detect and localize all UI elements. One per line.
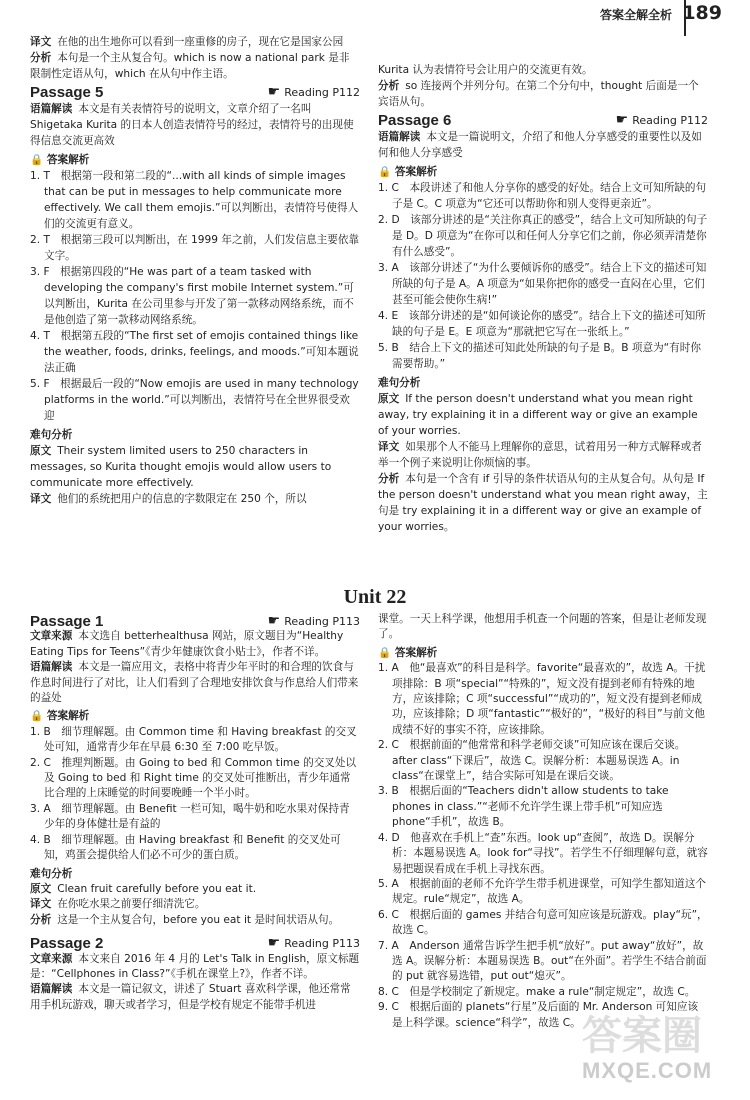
- hard-item: 分析 这是一个主从复合句，before you eat it 是时间状语从句。: [30, 913, 340, 926]
- answer-item: 7. A Anderson 通常告诉学生把手机“放好”。put away“放好”，故选 A。误解分析：本题易误选 B。out“在外面”。若学生不结合前面的 put 就容易选错，put out“熄灭”。: [378, 939, 707, 983]
- left-lower-column: [30, 612, 360, 1013]
- source: 文章来源 本文选自 betterhealthusa 网站，原文题目为“Healthy Eating Tips for Teens”《青少年健康饮食小贴士》，作者不详。: [30, 630, 344, 658]
- answer-item: 1. T 根据第一段和第二段的“...with all kinds of simple images that can be put in messages to help communicate more effectively. We call them emojis.”可以判断出，表情符号使得人们的交流更有意义。: [30, 170, 359, 230]
- answers-heading: 🔒 答案解析: [378, 646, 438, 659]
- page-number: 189: [682, 2, 722, 24]
- answer-item: 3. F 根据第四段的“He was part of a team tasked with developing the company's first mobile Internet system.”可以判断出，Kurita 在公司里参与开发了第一款移动网络系统，而不是他创造了第一款移动网络系统。: [30, 266, 354, 326]
- answer-item: 5. B 结合上下文的描述可知此处所缺的句子是 B。B 项意为“有时你需要帮助。”: [378, 342, 701, 370]
- hard-item: 原文 If the person doesn't understand what you mean right away, try explaining it in a different way or give an example of your worries.: [378, 393, 698, 437]
- unit-title: Unit 22: [343, 586, 407, 608]
- hard-item: 译文 他们的系统把用户的信息的字数限定在 250 个，所以: [30, 493, 307, 505]
- passage-title: Passage 6 ☛ Reading P112: [378, 111, 708, 129]
- source: 文章来源 本文来自 2016 年 4 月的 Let's Talk in English，原文标题是：“Cellphones in Class?”《手机在课堂上?》，作者不详。: [30, 952, 360, 980]
- lock-icon: 🔒: [30, 154, 44, 166]
- hard-item: 译文 在你吃水果之前要仔细清洗它。: [30, 898, 206, 911]
- answer-item: 5. F 根据最后一段的“Now emojis are used in many technology platforms in the world.”可以判断出，表情符号在全世界很受欢迎: [30, 378, 359, 422]
- answer-item: 1. B 细节理解题。由 Common time 和 Having breakfast 的交叉处可知，通常青少年在早晨 6:30 至 7:00 吃早饭。: [30, 725, 357, 754]
- left-upper-column: [30, 34, 360, 507]
- answer-item: 2. C 推理判断题。由 Going to bed 和 Common time 的交叉处以及 Going to bed 和 Right time 的交叉处可推断出，青少年通常比合理的上床睡觉的时间要晚睡一个半小时。: [30, 756, 357, 800]
- lock-icon: 🔒: [378, 166, 392, 178]
- answer-item: 4. E 该部分讲述的是“如何谈论你的感受”。结合上下文的描述可知所缺的句子是 E。E 项意为“那就把它写在一张纸上。”: [378, 310, 706, 338]
- answer-item: 3. B 根据后面的“Teachers didn't allow students to take phones in class.”“老师不允许学生课上带手机”可知应选 phone“手机”，故选 B。: [378, 785, 669, 829]
- answer-item: 8. C 但是学校制定了新规定。make a rule“制定规定”，故选 C。: [378, 985, 696, 998]
- answer-item: 3. A 该部分讲述了“为什么要倾诉你的感受”。结合上下文的描述可知所缺的句子是 A。A 项意为“如果你把你的感受一直闷在心里，它们甚至可能会使你生病!”: [378, 262, 707, 306]
- answer-item: 2. C 根据前面的“他常常和科学老师交谈”可知应该在课后交谈。after class“下课后”，故选 C。误解分析：本题易误选 A。in class“在课堂上”，结合实际可知是在课后交谈。: [378, 739, 686, 783]
- answer-item: 2. T 根据第三段可以判断出，在 1999 年之前，人们发信息主要依靠文字。: [30, 234, 360, 262]
- answer-item: 3. A 细节理解题。由 Benefit 一栏可知，喝牛奶和吃水果对保持青少年的身体健壮是有益的: [30, 802, 350, 831]
- answers-heading: 🔒 答案解析: [30, 154, 90, 166]
- lock-icon: 🔒: [30, 710, 44, 723]
- answers-heading: 🔒 答案解析: [378, 166, 438, 178]
- answer-item: 6. C 根据后面的 games 并结合句意可知应该是玩游戏。play“玩”，故选 C。: [378, 908, 708, 937]
- page-header: [0, 0, 750, 38]
- hard-heading: 难句分析: [378, 377, 421, 389]
- hard-item: 译文 如果那个人不能马上理解你的意思，试着用另一种方式解释或者举一个例子来说明让你烦恼的事。: [378, 441, 702, 469]
- intro: 语篇解读 本文是一篇说明文，介绍了和他人分享感受的重要性以及如何和他人分享感受: [378, 131, 702, 159]
- intro: 语篇解读 本文是有关表情符号的说明文，文章介绍了一名叫 Shigetaka Kurita 的日本人创造表情符号的经过，表情符号的出现使得信息交流更高效: [30, 103, 354, 147]
- hard-item: 原文 Their system limited users to 250 characters in messages, so Kurita thought emojis would allow users to communicate more effectively.: [30, 445, 332, 489]
- intro: 语篇解读 本文是一篇应用文，表格中将青少年平时的和合理的饮食与作息时间进行了对比，让人们看到了合理地安排饮食与作息给人们带来的益处: [30, 661, 359, 705]
- answer-item: 1. A 他“最喜欢”的科目是科学。favorite“最喜欢的”，故选 A。干扰项排除：B 项“special”“特殊的”，短文没有提到老师有特殊的地方，应该排除；C 项“successful”“成功的”，短文没有提到老师成功，应该排除；D 项“fantastic”“极好的”，“极好的科目”与前文他成绩不好的事实不符，应该排除。: [378, 662, 706, 736]
- passage-title: Passage 5 ☛ Reading P112: [30, 83, 360, 101]
- para: 分析 本句是一个主从复合句。which is now a national park 是非限制性定语从句，which 在从句中作主语。: [30, 52, 350, 80]
- hard-item: 原文 Clean fruit carefully before you eat it.: [30, 882, 257, 895]
- hard-heading: 难句分析: [30, 429, 73, 441]
- passage-title: Passage 1 ☛ Reading P113: [30, 613, 360, 630]
- watermark-logo: 答案圈 MXQE.COM: [582, 1014, 713, 1083]
- right-upper-column: [378, 62, 708, 535]
- hard-heading: 难句分析: [30, 867, 73, 880]
- pointing-hand-icon: ☛: [267, 613, 281, 629]
- answers-heading: 🔒 答案解析: [30, 710, 90, 723]
- answer-item: 9. C 根据后面的 planets“行星”及后面的 Mr. Anderson 可知应该是上科学课。science“科学”，故选 C。: [378, 1001, 699, 1029]
- passage-title: Passage 2 ☛ Reading P113: [30, 935, 360, 953]
- answer-item: 4. B 细节理解题。由 Having breakfast 和 Benefit 的交叉处可知，鸡蛋会提供给人们必不可少的蛋白质。: [30, 833, 341, 862]
- answer-item: 1. C 本段讲述了和他人分享你的感受的好处。结合上文可知所缺的句子是 C。C 项意为“它还可以帮助你和别人变得更亲近”。: [378, 182, 707, 210]
- para: 译文 在他的出生地你可以看到一座重修的房子，现在它是国家公园: [30, 36, 344, 48]
- answer-item: 4. D 他喜欢在手机上“查”东西。look up“查阅”，故选 D。误解分析：本题易误选 A。look for“寻找”。若学生不仔细理解句意，就容易把题误看成在手机上寻找东西。: [378, 831, 708, 875]
- intro: 语篇解读 本文是一篇记叙文，讲述了 Stuart 喜欢科学课，他还常常用手机玩游戏，聊天或者学习，但是学校有规定不能带手机进: [30, 983, 351, 1011]
- answer-item: 2. D 该部分讲述的是“关注你真正的感受”，结合上文可知所缺的句子是 D。D 项意为“在你可以和任何人分享它们之前，你必须弄清楚你有什么感受”。: [378, 214, 708, 258]
- para: 分析 so 连接两个并列分句。在第二个分句中，thought 后面是一个宾语从句。: [378, 80, 699, 108]
- pointing-hand-icon: ☛: [267, 935, 281, 952]
- para: Kurita 认为表情符号会让用户的交流更有效。: [378, 64, 593, 76]
- answer-item: 5. A 根据前面的老师不允许学生带手机进课堂，可知学生都知道这个规定。rule“规定”，故选 A。: [378, 877, 706, 906]
- header-label: 答案全解全析: [599, 8, 672, 22]
- intro-continued: 课堂。一天上科学课，他想用手机查一个问题的答案，但是让老师发现了。: [378, 613, 707, 641]
- right-lower-column: [378, 612, 708, 1031]
- pointing-hand-icon: ☛: [615, 112, 629, 128]
- answer-item: 4. T 根据第五段的“The first set of emojis contained things like the weather, foods, drinks, feelings, and moods.”可知本题说法正确: [30, 330, 359, 374]
- hard-item: 分析 本句是一个含有 if 引导的条件状语从句的主从复合句。从句是 If the person doesn't understand what you mean right away，主句是 try explaining it in a different way or give an example of your worries。: [378, 473, 708, 533]
- lock-icon: 🔒: [378, 646, 392, 659]
- pointing-hand-icon: ☛: [267, 84, 281, 100]
